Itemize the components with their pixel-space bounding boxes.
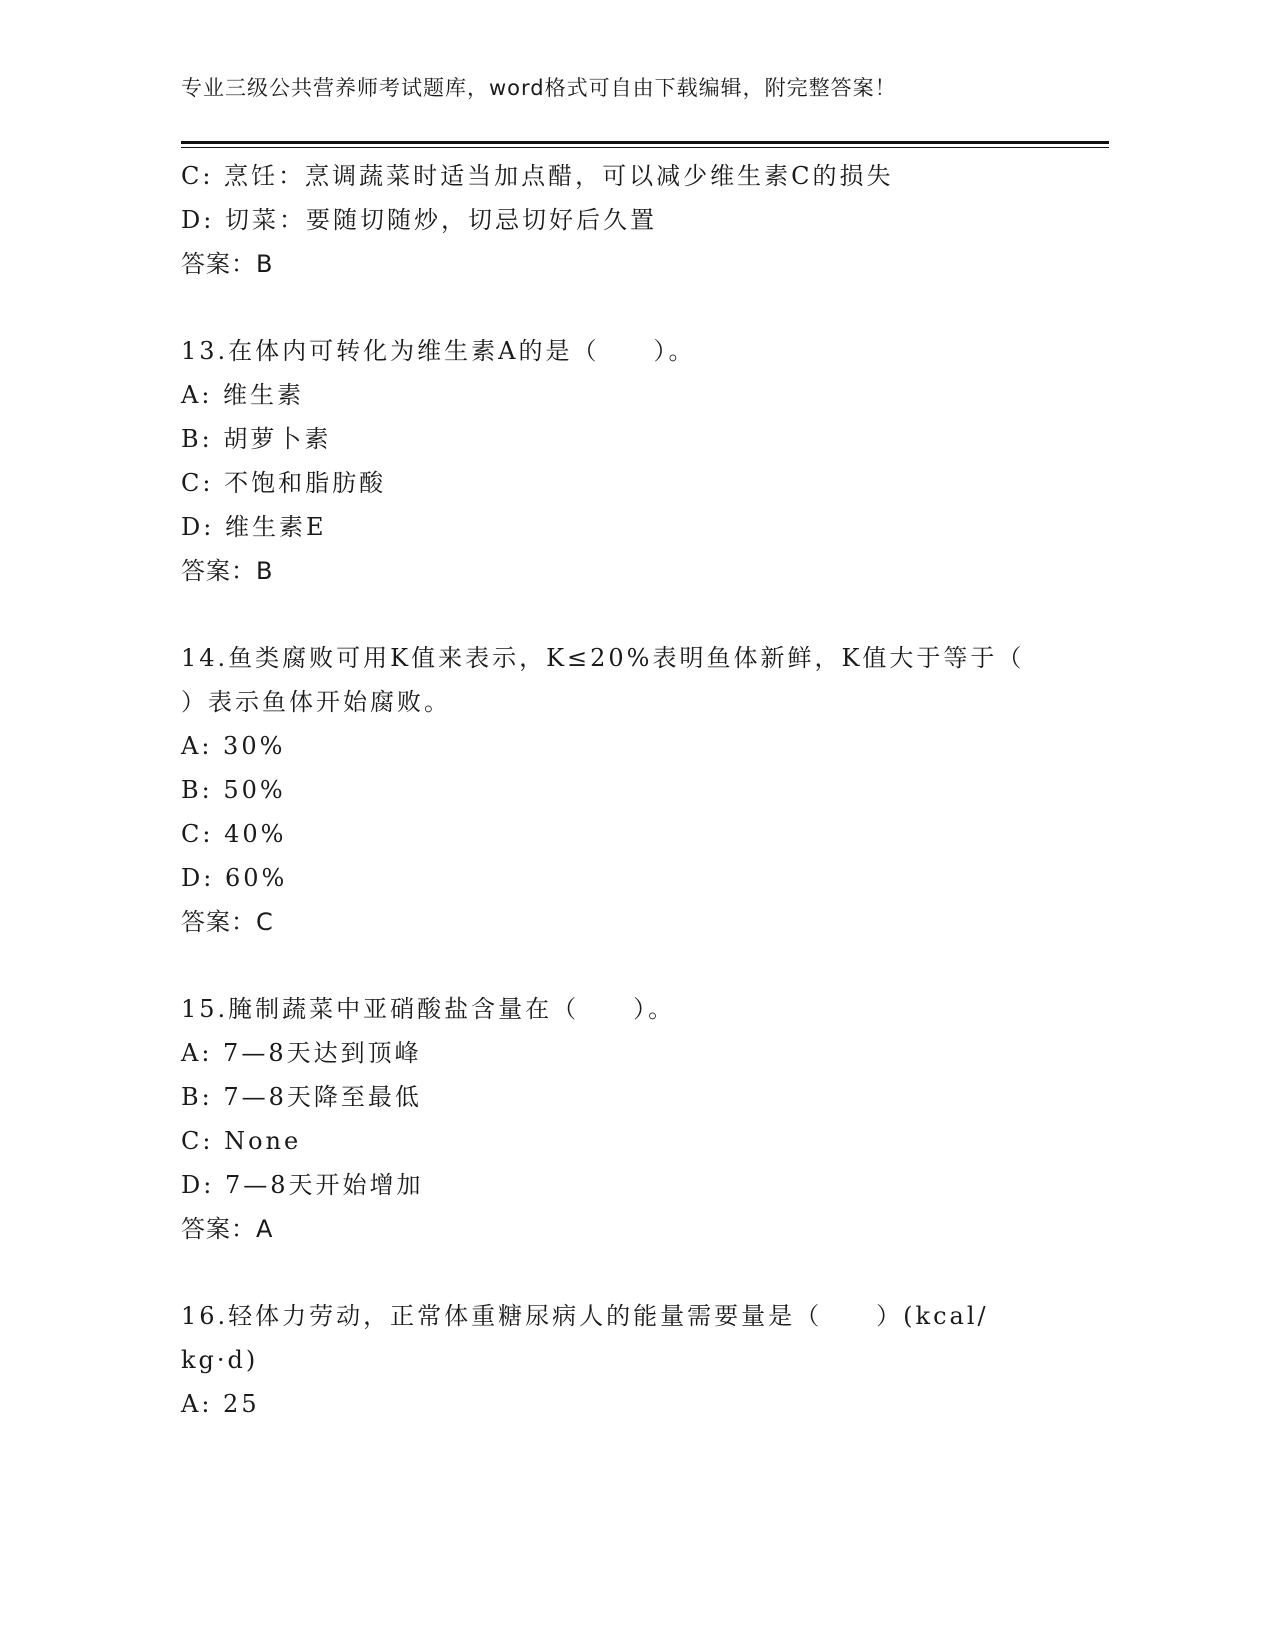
option-c: C: None	[181, 1127, 302, 1155]
question-stem-continued: ）表示鱼体开始腐败。	[181, 688, 451, 716]
option-c: C: 不饱和脂肪酸	[181, 469, 387, 497]
option-c: C: 40%	[181, 820, 287, 848]
previous-question-tail	[181, 154, 1051, 286]
spacer	[181, 944, 1051, 987]
spacer	[181, 593, 1051, 636]
header-rule-thick	[181, 141, 1109, 144]
question-16	[181, 1294, 1051, 1426]
option-b: B: 50%	[181, 776, 286, 804]
option-d: D: 7—8天开始增加	[181, 1171, 424, 1199]
spacer	[181, 1251, 1051, 1294]
answer-line: 答案：B	[181, 557, 274, 585]
option-a: A: 维生素	[181, 381, 305, 409]
spacer	[181, 286, 1051, 329]
answer-line: 答案：B	[181, 250, 274, 278]
question-stem: 14.鱼类腐败可用K值来表示，K≤20%表明鱼体新鲜，K值大于等于（	[181, 644, 1025, 672]
question-stem-continued: kg·d)	[181, 1346, 259, 1374]
answer-line: 答案：C	[181, 908, 274, 936]
option-a: A: 7—8天达到顶峰	[181, 1039, 422, 1067]
question-stem: 16.轻体力劳动，正常体重糖尿病人的能量需要量是（ ）(kcal/	[181, 1302, 989, 1330]
question-13	[181, 329, 1051, 593]
answer-line: 答案：A	[181, 1215, 274, 1243]
document-body	[181, 154, 1051, 1426]
question-15	[181, 987, 1051, 1251]
header-rule-thin	[181, 147, 1109, 148]
option-d: D: 切菜：要随切随炒，切忌切好后久置	[181, 206, 657, 234]
question-stem: 15.腌制蔬菜中亚硝酸盐含量在（ ）。	[181, 995, 676, 1023]
page-header: 专业三级公共营养师考试题库，word格式可自由下载编辑，附完整答案！	[181, 76, 897, 100]
question-14	[181, 636, 1051, 944]
option-d: D: 60%	[181, 864, 288, 892]
option-c: C: 烹饪：烹调蔬菜时适当加点醋，可以减少维生素C的损失	[181, 162, 894, 190]
option-d: D: 维生素E	[181, 513, 327, 541]
option-b: B: 胡萝卜素	[181, 425, 332, 453]
option-a: A: 30%	[181, 732, 286, 760]
option-a: A: 25	[181, 1390, 260, 1418]
question-stem: 13.在体内可转化为维生素A的是（ ）。	[181, 337, 696, 365]
option-b: B: 7—8天降至最低	[181, 1083, 422, 1111]
